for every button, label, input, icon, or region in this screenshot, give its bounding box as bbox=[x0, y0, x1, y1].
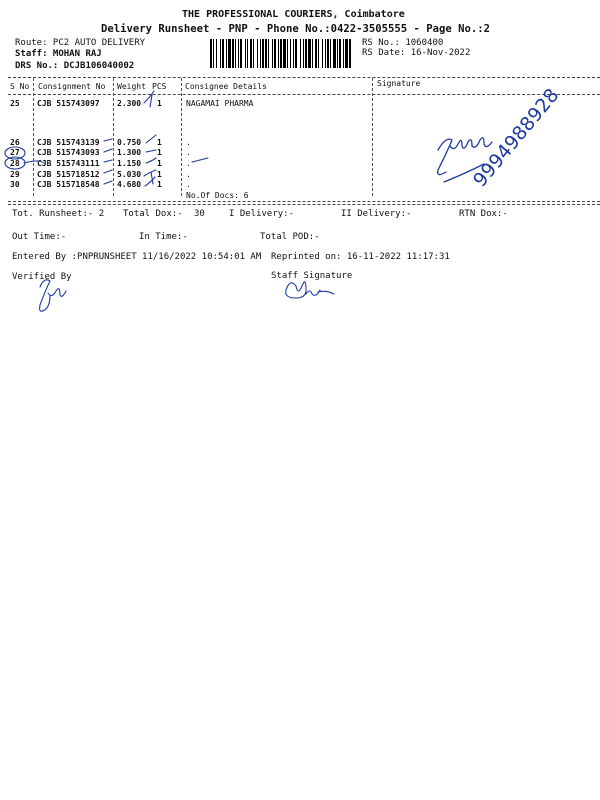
pen-stroke bbox=[192, 158, 208, 162]
total-dox-value: 30 bbox=[194, 209, 205, 219]
row-consignee: NAGAMAI PHARMA bbox=[186, 99, 254, 108]
row-sno: 29 bbox=[10, 170, 20, 179]
pen-stroke bbox=[104, 170, 112, 173]
col-weight: Weight bbox=[117, 82, 146, 91]
row-consignee: . bbox=[186, 180, 191, 189]
row-pcs: 1 bbox=[157, 99, 162, 108]
col-sno: S No bbox=[10, 82, 30, 91]
rs-date: RS Date: 16-Nov-2022 bbox=[362, 48, 471, 58]
no-of-docs: No.Of Docs: 6 bbox=[186, 191, 249, 200]
col-pcs: PCS bbox=[152, 82, 167, 91]
pen-stroke bbox=[104, 181, 112, 184]
verifier-signature bbox=[40, 280, 66, 311]
row-pcs: 1 bbox=[157, 170, 162, 179]
row-sno: 25 bbox=[10, 99, 20, 108]
staff-label: Staff: MOHAN RAJ bbox=[15, 49, 102, 59]
tick-mark bbox=[144, 91, 154, 107]
row-sno: 30 bbox=[10, 180, 20, 189]
row-consignment: CJB 515743093 bbox=[37, 148, 100, 157]
tot-runsheet: Tot. Runsheet:- 2 bbox=[12, 209, 105, 219]
col-consignment: Consignment No bbox=[38, 82, 106, 91]
rtn-dox: RTN Dox:- bbox=[459, 209, 508, 219]
rs-number: RS No.: 1060400 bbox=[362, 38, 444, 48]
in-time: In Time:- bbox=[139, 232, 188, 242]
row-weight: 5.030 bbox=[117, 170, 142, 179]
ii-delivery: II Delivery:- bbox=[341, 209, 412, 219]
total-pod: Total POD:- bbox=[260, 232, 320, 242]
pen-stroke bbox=[104, 149, 112, 152]
row-sno: 26 bbox=[10, 138, 20, 147]
col-signature: Signature bbox=[377, 79, 421, 88]
company-name: THE PROFESSIONAL COURIERS, Coimbatore bbox=[182, 9, 405, 20]
tick-mark bbox=[146, 150, 156, 152]
row-pcs: 1 bbox=[157, 159, 162, 168]
row-consignee: . bbox=[186, 170, 191, 179]
verified-by-label: Verified By bbox=[12, 272, 72, 282]
row-pcs: 1 bbox=[157, 180, 162, 189]
staff-signature bbox=[286, 282, 334, 298]
pen-markings bbox=[0, 0, 600, 330]
out-time: Out Time:- bbox=[12, 232, 67, 242]
drs-number: DRS No.: DCJB106040002 bbox=[15, 61, 135, 71]
row-weight: 0.750 bbox=[117, 138, 142, 147]
pen-stroke bbox=[24, 161, 44, 163]
row-pcs: 1 bbox=[157, 138, 162, 147]
tick-mark bbox=[145, 177, 155, 186]
row-consignment: CJB 515718548 bbox=[37, 180, 100, 189]
runsheet-title: Delivery Runsheet - PNP - Phone No.:0422-3505555 - Page No.:2 bbox=[101, 23, 491, 35]
row-pcs: 1 bbox=[157, 148, 162, 157]
row-consignee: . bbox=[186, 159, 191, 168]
row-weight: 4.680 bbox=[117, 180, 142, 189]
tick-mark bbox=[146, 158, 156, 163]
row-consignment: CJB 515743139 bbox=[37, 138, 100, 147]
reprinted-on: Reprinted on: 16-11-2022 11:17:31 bbox=[271, 252, 450, 262]
row-weight: 1.150 bbox=[117, 159, 142, 168]
tick-mark bbox=[146, 135, 156, 143]
i-delivery: I Delivery:- bbox=[229, 209, 295, 219]
route-label: Route: PC2 AUTO DELIVERY bbox=[15, 38, 146, 48]
row-consignment: CJB 515743097 bbox=[37, 99, 100, 108]
row-weight: 1.300 bbox=[117, 148, 142, 157]
entered-by: Entered By :PNPRUNSHEET 11/16/2022 10:54:01 AM bbox=[12, 252, 262, 262]
pen-stroke bbox=[104, 139, 112, 141]
pen-stroke bbox=[104, 160, 112, 162]
staff-signature-label: Staff Signature bbox=[271, 271, 353, 281]
row-consignment: CJB 515718512 bbox=[37, 170, 100, 179]
col-consignee: Consignee Details bbox=[185, 82, 267, 91]
row-sno: 27 bbox=[10, 148, 20, 157]
row-consignment: CJB 515743111 bbox=[37, 159, 100, 168]
row-weight: 2.300 bbox=[117, 99, 142, 108]
handwritten-phone: 9994988928 bbox=[468, 84, 564, 192]
row-sno: 28 bbox=[10, 159, 20, 168]
row-consignee: . bbox=[186, 148, 191, 157]
row-consignee: . bbox=[186, 138, 191, 147]
total-dox-label: Total Dox:- bbox=[123, 209, 183, 219]
